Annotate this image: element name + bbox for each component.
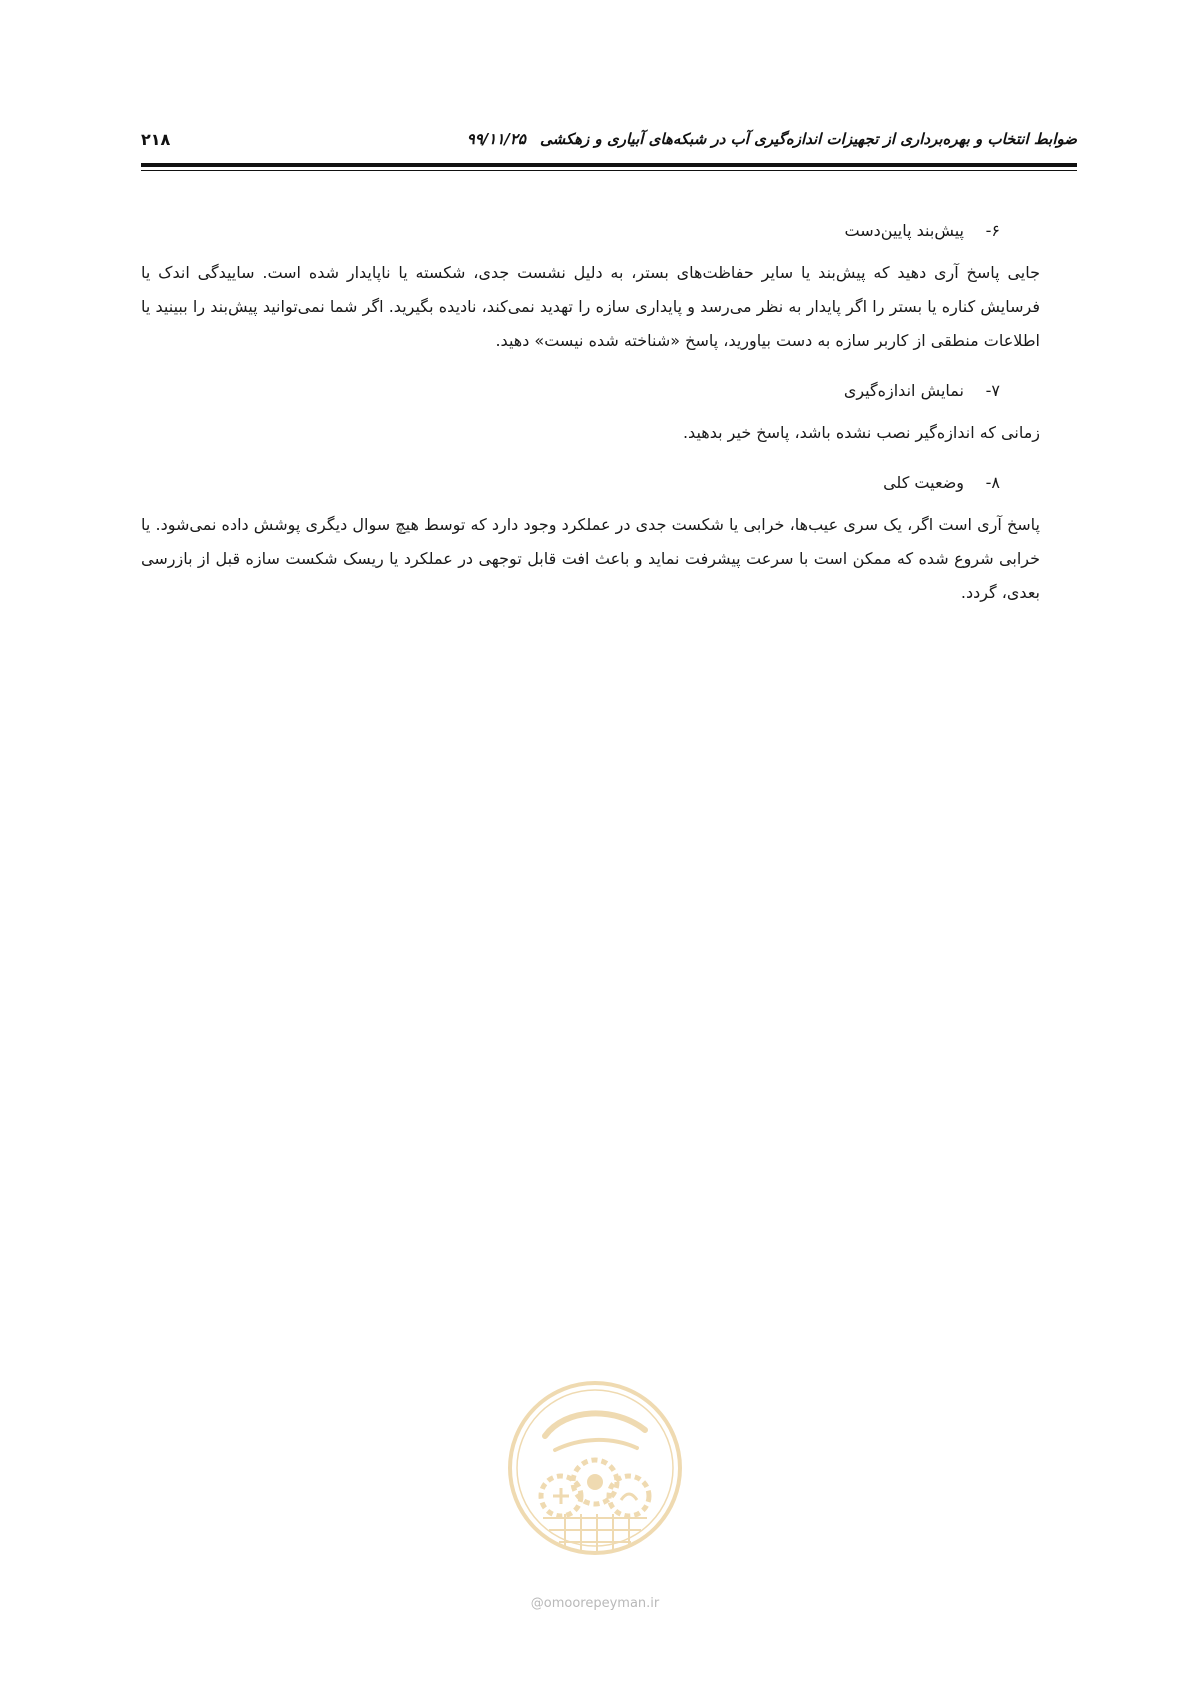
- section-8: [141, 458, 1040, 610]
- header-rule-thick: [141, 163, 1077, 167]
- section-number: ۷-: [985, 381, 1000, 400]
- document-date: ۹۹/۱۱/۲۵: [466, 130, 526, 148]
- section-paragraph: زمانی که اندازه‌گیر نصب نشده باشد، پاسخ خیر بدهید.: [682, 423, 1040, 442]
- watermark-seal-logo: [505, 1378, 685, 1558]
- section-title: وضعیت کلی: [883, 473, 964, 492]
- section-number: ۸-: [985, 473, 1000, 492]
- running-header-title: [467, 130, 1077, 148]
- section-7: [141, 366, 1040, 450]
- section-paragraph: جایی پاسخ آری دهید که پیش‌بند یا سایر حفاظت‌های بستر، به دلیل نشست جدی، شکسته یا ناپایدار شده است. ساییدگی اندک یا فرسایش کناره یا بستر را اگر پایدار به نظر می‌رسد و پایداری سازه را تهدید نمی‌کند، نادیده بگیرید. اگر شما نمی‌توانید پیش‌بند را ببینید یا اطلاعات منطقی از کاربر سازه به دست بیاورید، پاسخ «شناخته شده نیست» دهید.: [141, 263, 1040, 350]
- section-title: پیش‌بند پایین‌دست: [844, 221, 964, 240]
- watermark-url: @omoorepeyman.ir: [530, 1596, 660, 1611]
- section-heading: [141, 366, 1000, 416]
- section-heading: [141, 206, 1000, 256]
- section-paragraph: پاسخ آری است اگر، یک سری عیب‌ها، خرابی یا شکست جدی در عملکرد وجود دارد که توسط هیچ سوال دیگری پوشش داده نمی‌شود. یا خرابی شروع شده که ممکن است با سرعت پیشرفت نماید و باعث افت قابل توجهی در عملکرد یا ریسک شکست سازه قبل از بازرسی بعدی، گردد.: [141, 515, 1040, 602]
- section-number: ۶-: [985, 221, 1000, 240]
- section-heading: [141, 458, 1000, 508]
- section-title: نمایش اندازه‌گیری: [843, 381, 964, 400]
- document-title: ضوابط انتخاب و بهره‌برداری از تجهیزات اندازه‌گیری آب در شبکه‌های آبیاری و زهکشی: [539, 130, 1077, 148]
- running-header: [141, 128, 1077, 150]
- section-6: [141, 206, 1040, 358]
- page-body: [141, 206, 1040, 610]
- header-rule-thin: [141, 170, 1077, 171]
- page-number: ۲۱۸: [141, 129, 171, 149]
